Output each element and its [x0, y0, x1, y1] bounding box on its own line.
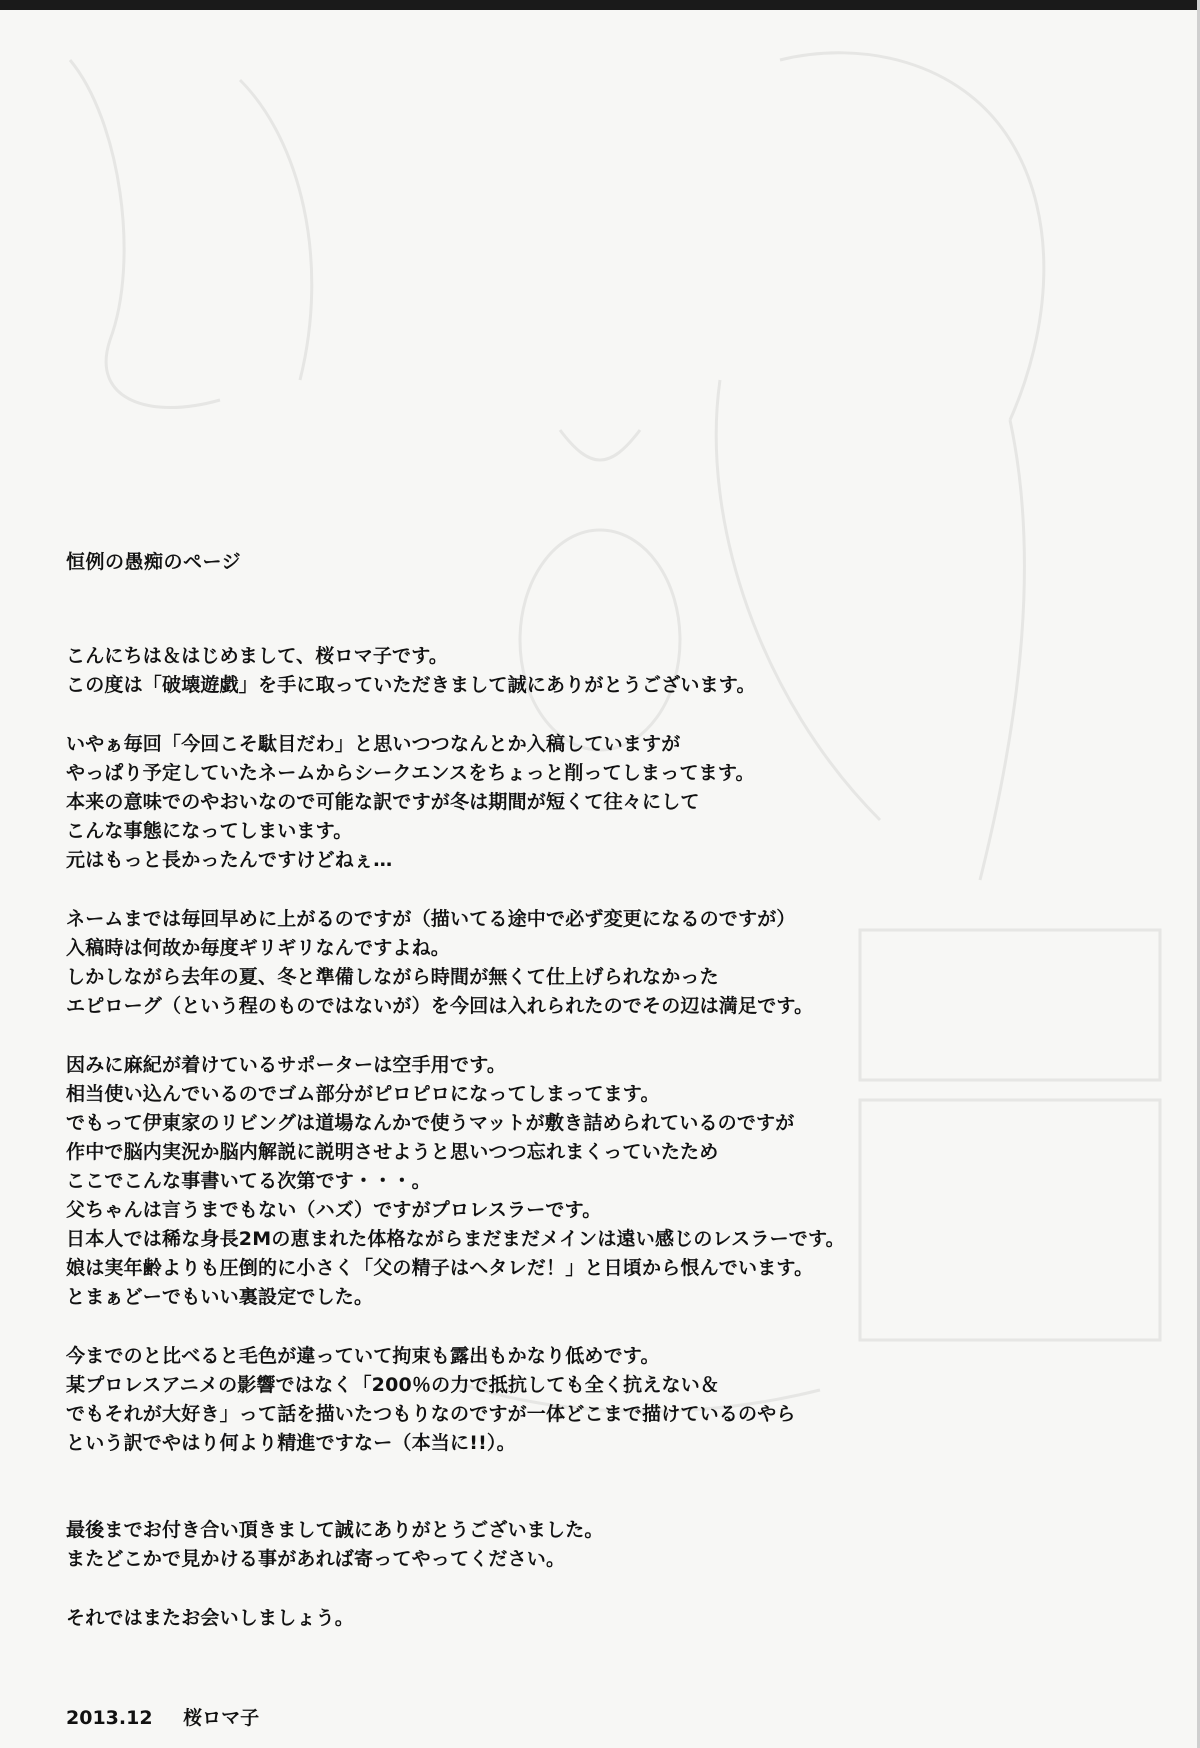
text-line: またどこかで見かける事があれば寄ってやってください。: [66, 1548, 566, 1570]
text-line: 本来の意味でのやおいなので可能な訳ですが冬は期間が短くて往々にして: [66, 791, 700, 813]
text-line: 父ちゃんは言うまでもない（ハズ）ですがプロレスラーです。: [66, 1199, 602, 1221]
text-line: エピローグ（という程のものではないが）を今回は入れられたのでその辺は満足です。: [66, 995, 814, 1017]
text-line: でもそれが大好き」って話を描いたつもりなのですが一体どこまで描けているのやら: [66, 1403, 796, 1425]
signature-date: 2013.12: [66, 1707, 153, 1729]
signature: [66, 1704, 283, 1732]
text-line: という訳でやはり何より精進ですなー（本当に!!）。: [66, 1432, 516, 1454]
paragraph-greeting: [66, 642, 1116, 700]
signature-author: 桜ロマ子: [183, 1707, 260, 1729]
paragraph-epilogue: [66, 905, 1116, 1021]
text-line: 入稿時は何故か毎度ギリギリなんですよね。: [66, 937, 451, 959]
text-line: 因みに麻紀が着けているサポーターは空手用です。: [66, 1054, 507, 1076]
text-line: とまぁどーでもいい裏設定でした。: [66, 1286, 374, 1308]
text-line: 相当使い込んでいるのでゴム部分がピロピロになってしまってます。: [66, 1083, 660, 1105]
text-line: いやぁ毎回「今回こそ駄目だわ」と思いつつなんとか入稿していますが: [66, 733, 681, 755]
text-line: 今までのと比べると毛色が違っていて拘束も露出もかなり低めです。: [66, 1345, 660, 1367]
paragraph-thanks: [66, 1516, 1116, 1574]
page-top-edge: [0, 0, 1200, 10]
text-line: 作中で脳内実況か脳内解説に説明させようと思いつつ忘れまくっていたため: [66, 1141, 719, 1163]
text-line: こんな事態になってしまいます。: [66, 820, 353, 842]
text-line: でもって伊東家のリビングは道場なんかで使うマットが敷き詰められているのですが: [66, 1112, 795, 1134]
text-line: 元はもっと長かったんですけどねぇ…: [66, 849, 393, 871]
paragraph-theme: [66, 1342, 1116, 1458]
text-line: 最後までお付き合い頂きまして誠にありがとうございました。: [66, 1519, 604, 1541]
page-heading: 恒例の愚痴のページ: [66, 551, 242, 573]
text-line: それではまたお会いしましょう。: [66, 1607, 355, 1629]
text-line: しかしながら去年の夏、冬と準備しながら時間が無くて仕上げられなかった: [66, 966, 719, 988]
paragraph-deadline: [66, 730, 1116, 875]
text-line: こんにちは＆はじめまして、桜ロマ子です。: [66, 645, 449, 667]
text-line: やっぱり予定していたネームからシークエンスをちょっと削ってしまってます。: [66, 762, 755, 784]
afterword-body: [66, 548, 1116, 1663]
text-line: ここでこんな事書いてる次第です・・・。: [66, 1170, 431, 1192]
paragraph-settings: [66, 1051, 1116, 1312]
text-line: 娘は実年齢よりも圧倒的に小さく「父の精子はヘタレだ！」と日頃から恨んでいます。: [66, 1257, 814, 1279]
text-line: 某プロレスアニメの影響ではなく「200％の力で抵抗しても全く抗えない＆: [66, 1374, 720, 1396]
text-line: 日本人では稀な身長2Mの恵まれた体格ながらまだまだメインは遠い感じのレスラーです。: [66, 1228, 845, 1250]
paragraph-closing: [66, 1604, 1116, 1633]
text-line: この度は「破壊遊戯」を手に取っていただきまして誠にありがとうございます。: [66, 674, 756, 696]
text-line: ネームまでは毎回早めに上がるのですが（描いてる途中で必ず変更になるのですが）: [66, 908, 796, 930]
